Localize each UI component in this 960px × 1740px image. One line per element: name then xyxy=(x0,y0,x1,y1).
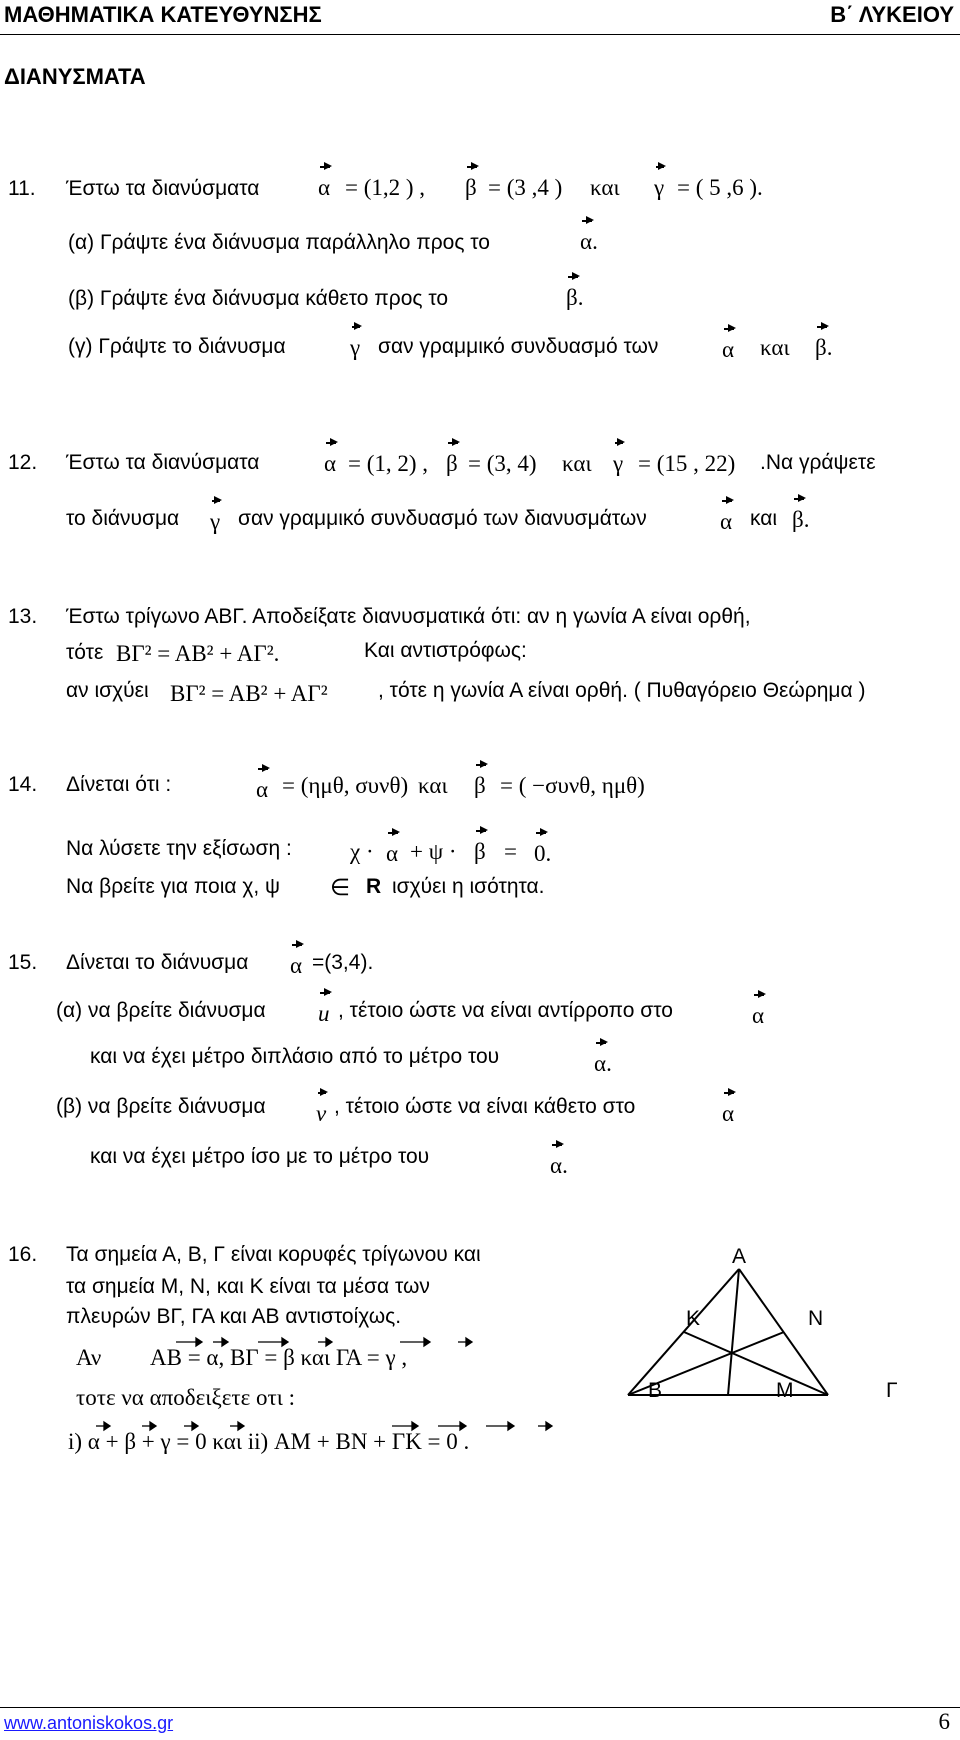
vertex-label-g: Γ xyxy=(886,1379,898,1402)
problem-text: σαν γραμμικό συνδυασμό των διανυσμάτων xyxy=(238,507,647,530)
vector-symbol: β xyxy=(566,285,578,310)
vector-symbol: u xyxy=(318,1001,330,1026)
question-c: (γ) Γράψτε το διάνυσμα xyxy=(68,335,286,358)
problem-number: 15. xyxy=(8,951,38,974)
problem-text: Αν xyxy=(76,1345,102,1370)
problem-text: τότε xyxy=(66,641,104,664)
problem-text: Να βρείτε για ποια χ, ψ xyxy=(66,875,280,898)
conjunction: και xyxy=(562,451,592,476)
header-left: ΜΑΘΗΜΑΤΙΚΑ ΚΑΤΕΥΘΥΝΣΗΣ xyxy=(4,2,322,27)
problem-text: , τέτοιο ώστε να είναι κάθετο στο xyxy=(334,1095,636,1118)
equation-part: + ψ · xyxy=(410,839,457,864)
vector-symbol: α xyxy=(550,1153,563,1178)
punctuation: . xyxy=(803,507,810,532)
reals-symbol: R xyxy=(366,875,382,898)
punctuation: . xyxy=(545,841,552,866)
vector-symbol: β xyxy=(446,451,458,476)
side-ab xyxy=(628,1269,739,1395)
midpoint-label-k: Κ xyxy=(686,1307,701,1330)
vector-value: = (3 ,4 ) xyxy=(488,175,563,200)
question-a: (α) Γράψτε ένα διάνυσμα παράλληλο προς το xyxy=(68,231,490,254)
vector-symbol: α xyxy=(594,1051,607,1076)
triangle-figure xyxy=(620,1240,920,1410)
problem-number: 14. xyxy=(8,773,38,796)
vector-value: = (3, 4) xyxy=(468,451,537,476)
punctuation: . xyxy=(577,285,584,310)
vector-symbol: γ xyxy=(654,175,665,200)
question-c-text: σαν γραμμικό συνδυασμό των xyxy=(378,335,659,358)
vector-value: = ( 5 ,6 ). xyxy=(677,175,763,200)
footer-website-link[interactable]: www.antoniskokos.gr xyxy=(4,1713,174,1733)
vector-symbol: α xyxy=(722,1101,735,1126)
problem-number: 12. xyxy=(8,451,38,474)
vertex-label-b: Β xyxy=(648,1379,663,1402)
vector-value: = ( −συνθ, ημθ) xyxy=(500,773,645,798)
question-a: (α) να βρείτε διάνυσμα xyxy=(56,999,266,1022)
footer-rule xyxy=(0,1707,960,1708)
vector-symbol: α xyxy=(386,841,399,866)
conjunction: και xyxy=(750,507,778,530)
vector-symbol: α xyxy=(752,1003,765,1028)
conjunction: και xyxy=(418,773,448,798)
vector-symbol: α xyxy=(324,451,337,476)
problem-intro: Δίνεται ότι : xyxy=(66,773,172,796)
vector-symbol: α xyxy=(256,777,269,802)
vector-value: = (1, 2) , xyxy=(348,451,429,476)
vector-value: = (ημθ, συνθ) xyxy=(282,773,409,798)
vertex-label-a: Α xyxy=(732,1245,747,1268)
problem-text: , τέτοιο ώστε να είναι αντίρροπο στο xyxy=(338,999,673,1022)
vector-symbol: γ xyxy=(350,335,361,360)
question-b: (β) Γράψτε ένα διάνυσμα κάθετο προς το xyxy=(68,287,449,310)
punctuation: . xyxy=(826,335,833,360)
problem-number: 13. xyxy=(8,605,38,628)
conjunction: και xyxy=(590,175,620,200)
problem-number: 11. xyxy=(8,177,36,200)
vector-value: =(3,4). xyxy=(312,951,374,974)
punctuation: . xyxy=(562,1153,568,1178)
vector-symbol: β xyxy=(465,175,477,200)
vector-symbol: β xyxy=(815,335,827,360)
element-of-symbol: ∈ xyxy=(330,875,351,900)
problem-number: 16. xyxy=(8,1243,38,1266)
equation: ΑΒ = α, ΒΓ = β και ΓΑ = γ , xyxy=(150,1345,408,1370)
vector-symbol: 0 xyxy=(534,841,546,866)
problem-text: ισχύει η ισότητα. xyxy=(392,875,545,898)
problem-text: τα σημεία Μ, Ν, και Κ είναι τα μέσα των xyxy=(66,1275,430,1298)
vector-symbol: α xyxy=(722,337,735,362)
section-title: ΔΙΑΝΥΣΜΑΤΑ xyxy=(4,64,146,89)
punctuation: . xyxy=(592,229,598,254)
equation-part: χ · xyxy=(350,839,374,864)
vector-value: = (15 , 22) xyxy=(638,451,736,476)
question-b: (β) να βρείτε διάνυσμα xyxy=(56,1095,266,1118)
problem-text: .Να γράψετε xyxy=(760,451,876,474)
midpoint-label-m: Μ xyxy=(776,1379,794,1402)
vector-symbol: v xyxy=(316,1101,327,1126)
vector-symbol: α xyxy=(580,229,593,254)
vector-symbol: β xyxy=(474,839,486,864)
conjunction: και xyxy=(760,335,790,360)
problem-text: το διάνυσμα xyxy=(66,507,180,530)
equation: ΒΓ² = ΑΒ² + ΑΓ². xyxy=(116,641,280,666)
header-right: Β΄ ΛΥΚΕΙΟΥ xyxy=(830,2,954,27)
vector-symbol: α xyxy=(290,953,303,978)
vector-symbol: β xyxy=(474,773,486,798)
vector-symbol: γ xyxy=(210,509,221,534)
problem-text: τοτε να αποδειξετε οτι : xyxy=(76,1385,296,1410)
problem-text: , τότε η γωνία Α είναι ορθή. ( Πυθαγόρειο Θεώρημα ) xyxy=(378,679,866,702)
equation: ΒΓ² = ΑΒ² + ΑΓ² xyxy=(170,681,328,706)
problem-intro: Δίνεται το διάνυσμα xyxy=(66,951,249,974)
problem-intro: Έστω τα διανύσματα xyxy=(66,451,260,474)
problem-text: Τα σημεία Α, Β, Γ είναι κορυφές τρίγωνου και xyxy=(66,1243,481,1266)
problem-text: και να έχει μέτρο διπλάσιο από το μέτρο του xyxy=(90,1045,500,1068)
median-am xyxy=(728,1269,739,1395)
vector-value: = (1,2 ) , xyxy=(345,175,426,200)
problem-text: πλευρών ΒΓ, ΓΑ και ΑΒ αντιστοίχως. xyxy=(66,1305,402,1328)
vector-symbol: α xyxy=(720,509,733,534)
page-number: 6 xyxy=(938,1709,950,1734)
problem-text: και να έχει μέτρο ίσο με το μέτρο του xyxy=(90,1145,430,1168)
vector-symbol: α xyxy=(318,175,331,200)
problem-intro: Έστω τα διανύσματα xyxy=(66,177,260,200)
equation-part: = xyxy=(504,839,517,864)
problem-text: Να λύσετε την εξίσωση : xyxy=(66,837,292,860)
vector-symbol: β xyxy=(792,507,804,532)
problem-text: αν ισχύει xyxy=(66,679,149,702)
problem-text: Και αντιστρόφως: xyxy=(364,639,527,662)
problem-text: Έστω τρίγωνο ΑΒΓ. Αποδείξατε διανυσματικά ότι: αν η γωνία Α είναι ορθή, xyxy=(66,605,751,628)
equation: i) α + β + γ = 0 και ii) ΑΜ + ΒΝ + ΓΚ = 0 . xyxy=(68,1429,470,1454)
midpoint-label-n: Ν xyxy=(808,1307,824,1330)
punctuation: . xyxy=(606,1051,612,1076)
vector-symbol: γ xyxy=(613,451,624,476)
